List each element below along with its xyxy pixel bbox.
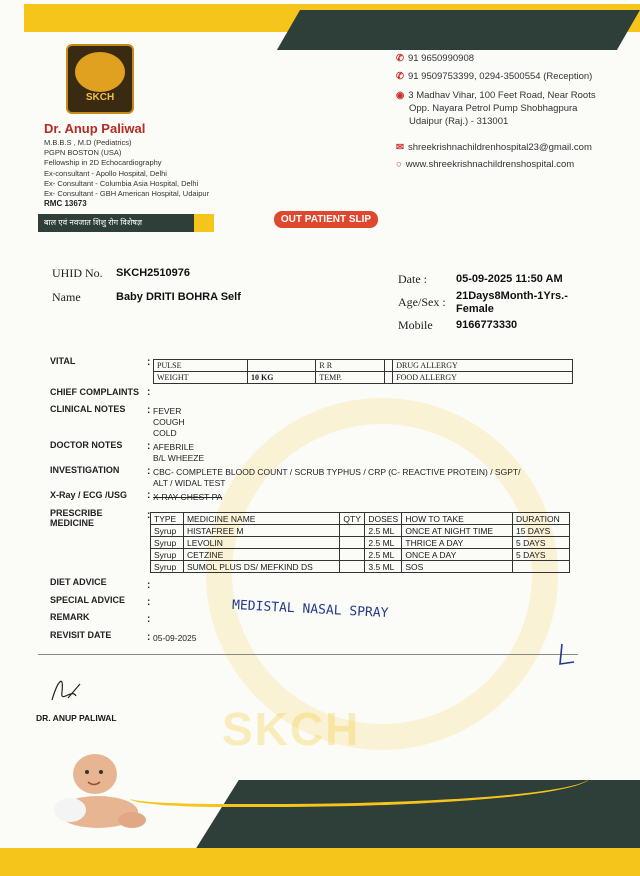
header-type: TYPE — [151, 513, 184, 525]
out-patient-slip-title: OUT PATIENT SLIP — [274, 211, 378, 228]
food-allergy-label: FOOD ALLERGY — [393, 372, 573, 384]
colon: : — [147, 387, 151, 398]
cell-qty — [340, 549, 365, 561]
contact-email: ✉ shreekrishnachildrenhospital23@gmail.com — [396, 142, 592, 153]
logo-text: SKCH — [85, 92, 115, 103]
table-row — [151, 561, 570, 573]
diet-advice-label: DIET ADVICE — [50, 577, 107, 587]
investigation-value: CBC- COMPLETE BLOOD COUNT / SCRUB TYPHUS / CRP (C- REACTIVE PROTEIN) / SGPT/ ALT / WIDAL TEST — [153, 467, 521, 488]
investigation-label: INVESTIGATION — [50, 465, 120, 475]
name-label: Name — [52, 290, 81, 304]
qualification-line: Ex-consultant - Apollo Hospital, Delhi — [44, 168, 167, 178]
cell-type: Syrup — [151, 525, 184, 537]
colon: : — [147, 490, 151, 501]
cell-medicine: LEVOLIN — [183, 537, 339, 549]
cell-medicine: SUMOL PLUS DS/ MEFKIND DS — [183, 561, 339, 573]
revisit-date-label: REVISIT DATE — [50, 630, 112, 640]
colon: : — [147, 357, 151, 368]
tick-mark-icon — [554, 642, 578, 668]
xray-value: X-RAY CHEST PA — [153, 492, 223, 502]
watermark-ring — [206, 398, 558, 750]
medicine-label: MEDICINE — [50, 518, 95, 528]
hospital-logo — [66, 44, 134, 114]
cell-duration — [512, 561, 569, 573]
qualification-line: Fellowship in 2D Echocardiography — [44, 158, 162, 168]
special-advice-label: SPECIAL ADVICE — [50, 595, 126, 605]
doctor-notes-label: DOCTOR NOTES — [50, 440, 123, 450]
contact-phone1: ✆ 91 9650990908 — [396, 53, 475, 64]
doctor-qualifications — [44, 138, 209, 199]
rr-value — [385, 360, 393, 372]
cell-how: THRICE A DAY — [402, 537, 513, 549]
drug-allergy-label: DRUG ALLERGY — [393, 360, 573, 372]
contact-website: ○ www.shreekrishnachildrenshospital.com — [396, 159, 575, 170]
watermark-text: SKCH — [222, 703, 361, 755]
weight-label: WEIGHT — [154, 372, 248, 384]
phone-icon: ✆ — [396, 71, 404, 82]
prescribe-label: PRESCRIBE — [50, 508, 103, 518]
colon: : — [147, 405, 151, 416]
remark-label: REMARK — [50, 612, 90, 622]
mobile-label: Mobile — [398, 318, 433, 332]
header-duration: DURATION — [512, 513, 569, 525]
qualification-line: Ex- Consultant - Columbia Asia Hospital, Delhi — [44, 178, 199, 188]
baby-illustration-icon — [40, 754, 150, 834]
table-row — [154, 372, 573, 384]
cell-how: SOS — [402, 561, 513, 573]
footer-yellow-band — [0, 848, 640, 876]
colon: : — [147, 614, 151, 625]
cell-how: ONCE AT NIGHT TIME — [402, 525, 513, 537]
rr-label: R R — [316, 360, 385, 372]
signature-icon — [46, 670, 86, 710]
cell-duration: 5 DAYS — [512, 549, 569, 561]
chief-complaints-label: CHIEF COMPLAINTS — [50, 387, 139, 397]
logo-emblem-icon — [75, 52, 125, 92]
cell-medicine: CETZINE — [183, 549, 339, 561]
table-row — [151, 525, 570, 537]
prescription-table — [150, 512, 570, 573]
table-row — [151, 549, 570, 561]
header-qty: QTY — [340, 513, 365, 525]
cell-qty — [340, 525, 365, 537]
colon: : — [147, 466, 151, 477]
colon: : — [147, 580, 151, 591]
weight-value: 10 KG — [248, 372, 316, 384]
doctor-name: Dr. Anup Paliwal — [44, 121, 146, 136]
table-row — [154, 360, 573, 372]
cell-doses: 2.5 ML — [365, 537, 402, 549]
location-pin-icon: ◉ — [396, 90, 405, 101]
cell-duration: 5 DAYS — [512, 537, 569, 549]
visit-date: 05-09-2025 11:50 AM — [456, 273, 563, 285]
table-header-row — [151, 513, 570, 525]
qualification-line: M.B.B.S , M.D (Pediatrics) — [44, 138, 132, 147]
doctor-notes-value: AFEBRILE B/L WHEEZE — [153, 442, 205, 463]
revisit-date-value: 05-09-2025 — [153, 633, 197, 643]
cell-qty — [340, 561, 365, 573]
colon: : — [147, 632, 151, 643]
colon: : — [147, 597, 151, 608]
age-sex-label: Age/Sex : — [398, 295, 446, 309]
handwritten-remark: MEDISTAL NASAL SPRAY — [231, 597, 389, 622]
temp-value — [385, 372, 393, 384]
cell-type: Syrup — [151, 561, 184, 573]
cell-duration: 15 DAYS — [512, 525, 569, 537]
cell-doses: 3.5 ML — [365, 561, 402, 573]
vital-label: VITAL — [50, 356, 76, 366]
patient-name: Baby DRITI BOHRA Self — [116, 291, 241, 303]
header-how-to-take: HOW TO TAKE — [402, 513, 513, 525]
xray-label: X-Ray / ECG /USG — [50, 490, 128, 500]
cell-medicine: HISTAFREE M — [183, 525, 339, 537]
qualification-line: PGPN BOSTON (USA) — [44, 148, 122, 158]
cell-type: Syrup — [151, 537, 184, 549]
cell-type: Syrup — [151, 549, 184, 561]
date-label: Date : — [398, 272, 427, 286]
pulse-value — [248, 360, 316, 372]
hindi-specialty-badge: बाल एवं नवजात शिशु रोग विशेषज्ञ — [38, 214, 194, 232]
uhid-value: SKCH2510976 — [116, 267, 190, 279]
clinical-notes-label: CLINICAL NOTES — [50, 404, 126, 414]
colon: : — [147, 441, 151, 452]
cell-doses: 2.5 ML — [365, 525, 402, 537]
sex-value: Female — [456, 303, 494, 315]
cell-doses: 2.5 ML — [365, 549, 402, 561]
qualification-line: Ex- Consultant - GBH American Hospital, Udaipur — [44, 189, 210, 199]
header-dark-band — [277, 10, 640, 50]
pulse-label: PULSE — [154, 360, 248, 372]
divider — [38, 654, 578, 655]
colon: : — [147, 510, 151, 521]
phone-icon: ✆ — [396, 53, 404, 64]
header-medicine: MEDICINE NAME — [183, 513, 339, 525]
badge-accent — [194, 214, 214, 232]
cell-how: ONCE A DAY — [402, 549, 513, 561]
header-doses: DOSES — [365, 513, 402, 525]
vital-table — [153, 359, 573, 384]
age-value: 21Days8Month-1Yrs.- — [456, 290, 568, 302]
temp-label: TEMP. — [316, 372, 385, 384]
rmc-number: RMC 13673 — [44, 199, 87, 208]
contact-phone2: ✆ 91 9509753399, 0294-3500554 (Reception) — [396, 71, 593, 82]
mail-icon: ✉ — [396, 142, 404, 153]
clinical-notes-value: FEVER COUGH COLD — [153, 406, 185, 438]
table-row — [151, 537, 570, 549]
cell-qty — [340, 537, 365, 549]
globe-icon: ○ — [396, 159, 402, 170]
signature-name: DR. ANUP PALIWAL — [36, 713, 117, 723]
contact-address: ◉ 3 Madhav Vihar, 100 Feet Road, Near Roots Opp. Nayara Petrol Pump Shobhagpura Udaipur (Raj.) - 313001 — [396, 90, 596, 127]
mobile-value: 9166773330 — [456, 319, 518, 331]
uhid-label: UHID No. — [52, 266, 103, 280]
